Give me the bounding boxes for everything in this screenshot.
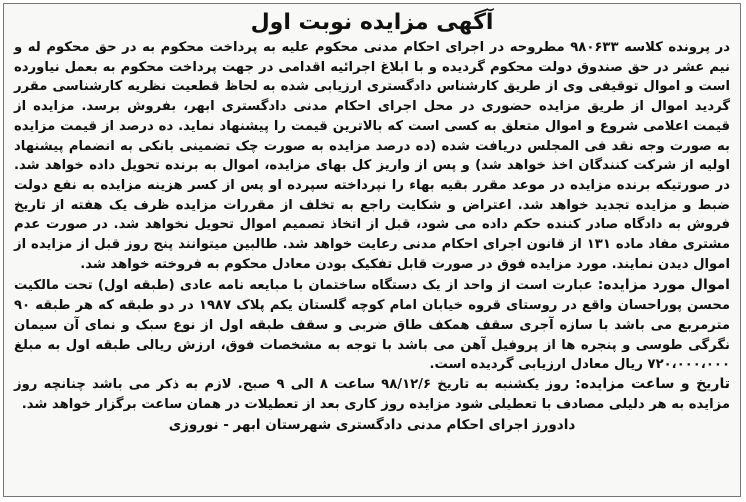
datetime-section: [14, 375, 730, 414]
property-text: عبارت است از واحد از یک دستگاه ساختمان با مبایعه نامه عادی (طبقه اول) تحت مالکیت محسن پوراحسان واقع در روستای قروه خیابان امام کوچه گلستان یکم پلاک ۱۹۸۷ در دو طبقه که هر طبقه ۹۰ مترمربع می باشد با سازه آجری سقف همکف طاق ضربی و سقف طبقه اول از نوع سبک و نمای آن سیمان نگرگی طوسی و پنجره ها از پروفیل آهن می باشد با توجه به مشخصات فوق، ارزش ریالی طبقه اول به مبلغ ۷۲۰،۰۰۰،۰۰۰ ریال معادل ارزیابی گردیده است.: [14, 278, 730, 373]
property-section: [14, 276, 730, 375]
auction-notice: [3, 3, 741, 497]
datetime-label: تاریخ و ساعت مزایده:: [575, 375, 730, 392]
property-label: اموال مورد مزایده:: [597, 277, 730, 294]
datetime-text: روز یکشنبه به تاریخ ۹۸/۱۲/۶ ساعت ۸ الی ۹ صبح. لازم به ذکر می باشد چنانچه روز مزایده به هر دلیلی مصادف با تعطیلی شود مزایده روز کاری بعد از تعطیلات در همان ساعت برگزار خواهد شد.: [14, 376, 730, 412]
notice-title: آگهی مزایده نوبت اول: [250, 10, 494, 35]
notice-body: در پرونده کلاسه ۹۸۰۶۳۳ مطروحه در اجرای احکام مدنی محکوم علیه به پرداخت محکوم به در حق محکوم له و نیم عشر در حق صندوق دولت محکوم گردیده و با ابلاغ اجرائیه اقدامی در جهت پرداخت محکوم به بعمل نیاورده است و اموال توقیفی وی از طریق کارشناس دادگستری ارزیابی شده به لحاظ قطعیت نظریه کارشناسی مقرر گردید اموال از طریق مزایده حضوری در محل اجرای احکام مدنی دادگستری ابهر، بفروش برسد. مزایده از قیمت اعلامی شروع و اموال متعلق به کسی است که بالاترین قیمت را پیشنهاد نماید. ده درصد از قیمت مزایده به صورت وجه نقد فی المجلس دریافت شده (ده درصد مزایده به صورت چک تضمینی بانکی به انضمام پیشنهاد اولیه از شرکت کنندگان اخذ خواهد شد) و پس از واریز کل بهای مزایده، اموال به برنده تحویل داده خواهد شد. در صورتیکه برنده مزایده در موعد مقرر بقیه بهاء را نپرداخته سپرده او پس از کسر هزینه مزایده به نفع دولت ضبط و مزایده تجدید خواهد شد. اعتراض و شکایت راجع به تخلف از مقررات مزایده ظرف یک هفته از تاریخ فروش به دادگاه صادر کننده حکم داده می شود، قبل از اتخاذ تصمیم اموال تحویل نخواهد شد. در صورت عدم مشتری مفاد ماده ۱۳۱ از قانون اجرای احکام مدنی رعایت خواهد شد. طالبین میتوانند پنج روز قبل از مزایده از اموال دیدن نمایند. مورد مزایده فوق در صورت قابل تفکیک بودن معادل محکوم به فروخته خواهد شد.: [14, 40, 731, 272]
signature: دادورز اجرای احکام مدنی دادگستری شهرستان ابهر - نوروزی: [168, 417, 576, 434]
